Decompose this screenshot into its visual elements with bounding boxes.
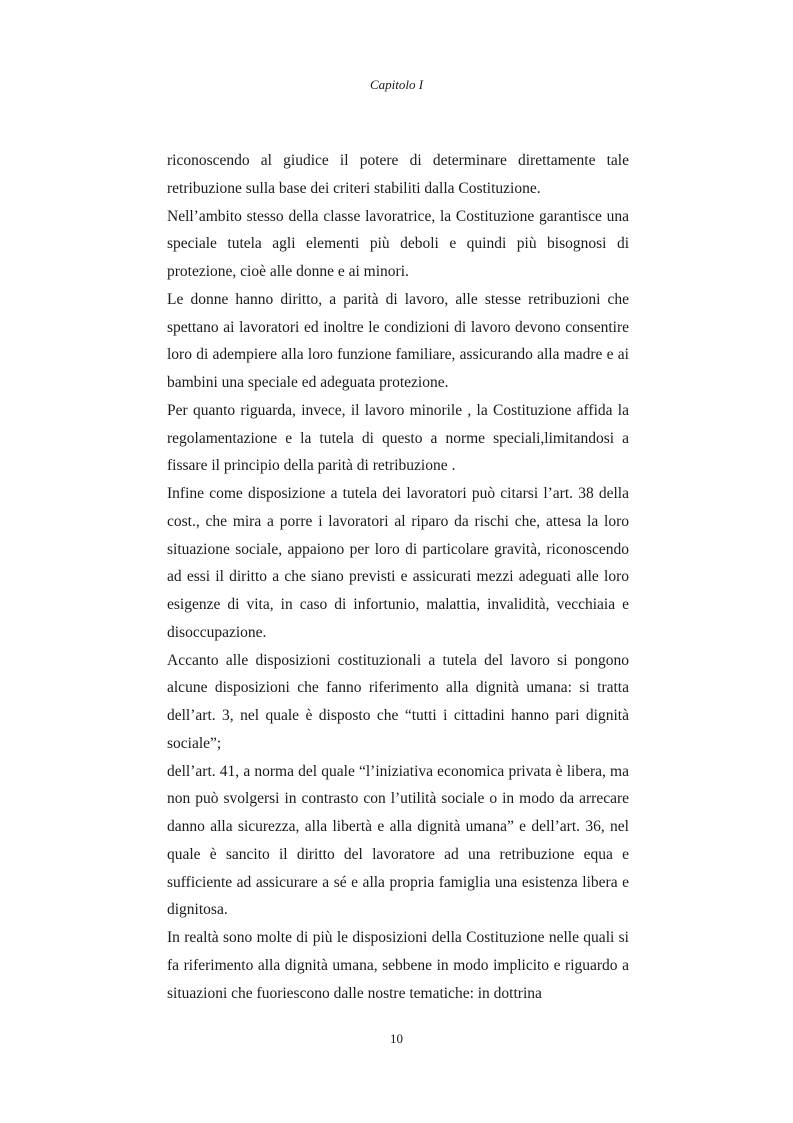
running-header: Capitolo I (369, 77, 424, 92)
paragraph: In realtà sono molte di più le disposizioni della Costituzione nelle quali si fa riferimento alla dignità umana, sebbene in modo implicito e riguardo a situazioni che fuoriescono dalle nostre tematiche: in dottrina (167, 929, 629, 1002)
page-number: 10 (390, 1031, 403, 1046)
paragraph: Nell’ambito stesso della classe lavoratrice, la Costituzione garantisce una speciale tutela agli elementi più deboli e quindi più bisognosi di protezione, cioè alle donne e ai minori. (167, 207, 629, 280)
paragraph: dell’art. 41, a norma del quale “l’iniziativa economica privata è libera, ma non può svolgersi in contrasto con l’utilità sociale o in modo da arrecare danno alla sicurezza, alla libertà e alla dignità umana” e dell’art. 36, nel quale è sancito il diritto del lavoratore ad una retribuzione equa e sufficiente ad assicurare a sé e alla propria famiglia una esistenza libera e dignitosa. (167, 762, 629, 919)
paragraph: Le donne hanno diritto, a parità di lavoro, alle stesse retribuzioni che spettano ai lavoratori ed inoltre le condizioni di lavoro devono consentire loro di adempiere alla loro funzione familiare, assicurando alla madre e ai bambini una speciale ed adeguata protezione. (167, 290, 629, 391)
paragraph: riconoscendo al giudice il potere di determinare direttamente tale retribuzione sulla base dei criteri stabiliti dalla Costituzione. (167, 152, 629, 197)
paragraph: Infine come disposizione a tutela dei lavoratori può citarsi l’art. 38 della cost., che mira a porre i lavoratori al riparo da rischi che, attesa la loro situazione sociale, appaiono per loro di particolare gravità, riconoscendo ad essi il diritto a che siano previsti e assicurati mezzi adeguati alle loro esigenze di vita, in caso di infortunio, malattia, invalidità, vecchiaia e disoccupazione. (167, 485, 629, 641)
paragraph: Accanto alle disposizioni costituzionali a tutela del lavoro si pongono alcune disposizioni che fanno riferimento alla dignità umana: si tratta dell’art. 3, nel quale è disposto che “tutti i cittadini hanno pari dignità sociale”; (167, 651, 629, 752)
paragraph: Per quanto riguarda, invece, il lavoro minorile , la Costituzione affida la regolamentazione e la tutela di questo a norme speciali,limitandosi a fissare il principio della parità di retribuzione . (167, 401, 629, 475)
body-text (167, 147, 629, 1007)
